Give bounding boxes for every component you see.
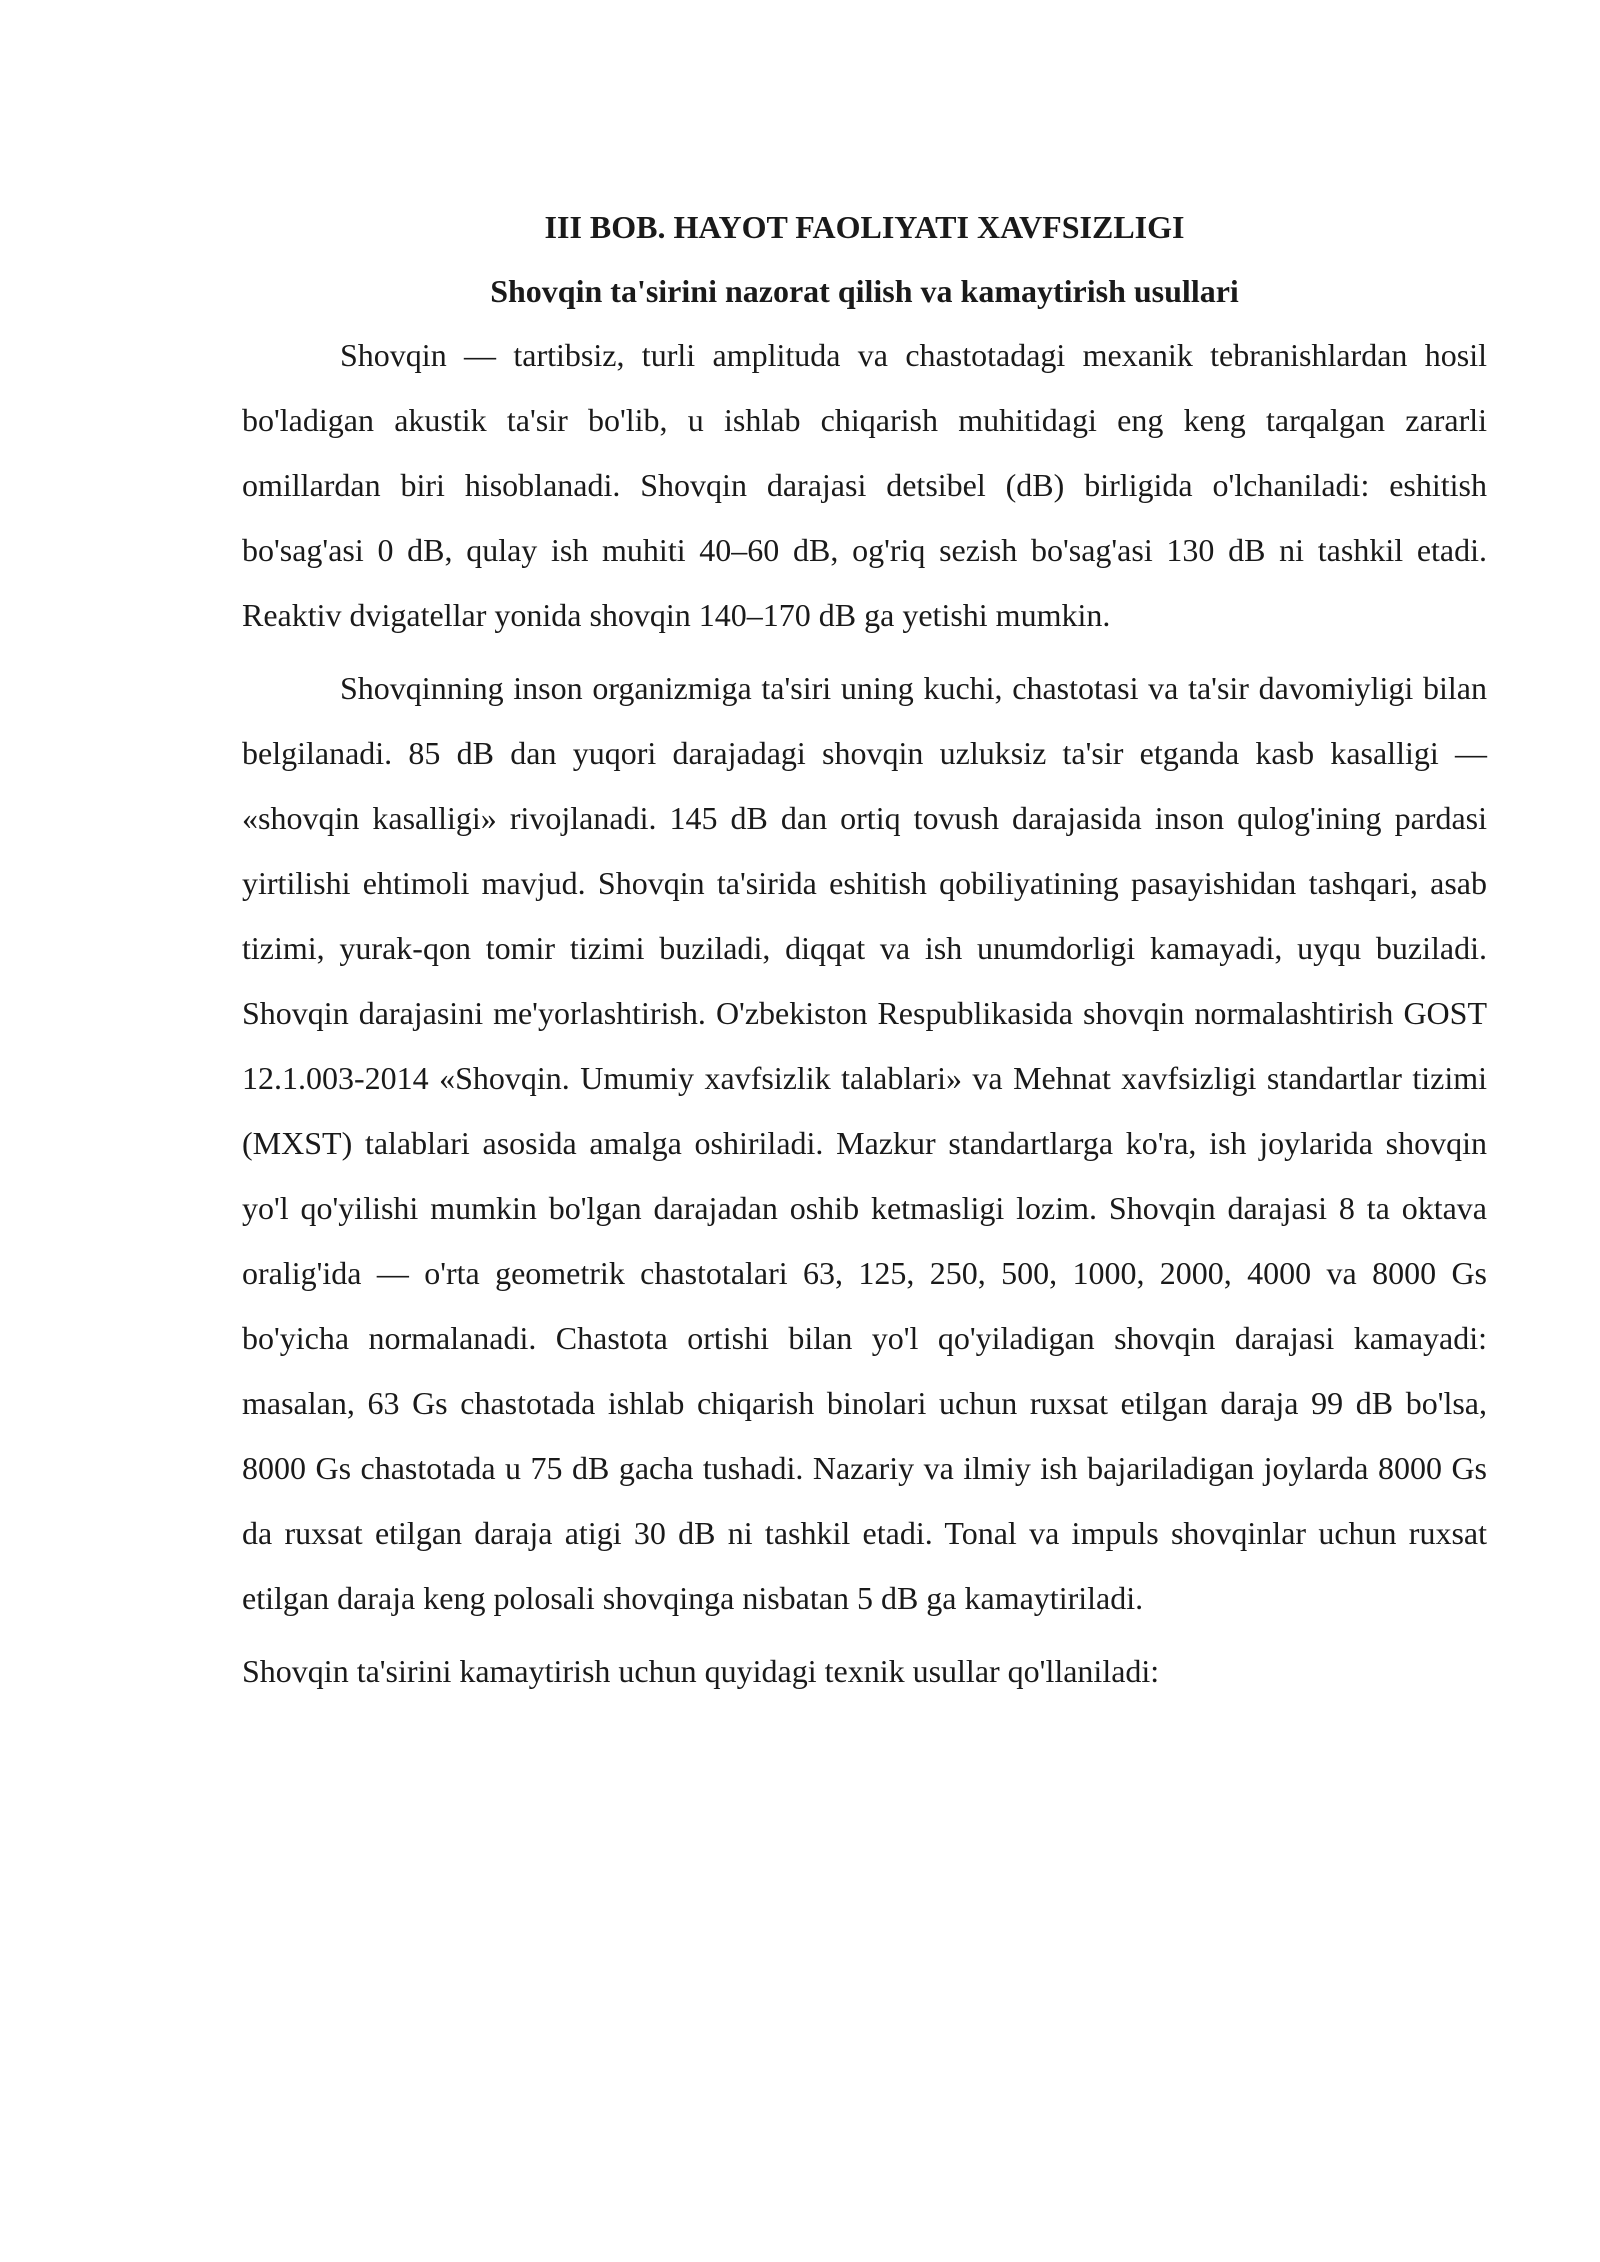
page-content	[242, 205, 1487, 1704]
section-title: Shovqin ta'sirini nazorat qilish va kamaytirish usullari	[490, 273, 1239, 309]
paragraph-noise-effects-and-norms: Shovqinning inson organizmiga ta'siri uning kuchi, chastotasi va ta'sir davomiyligi bilan belgilanadi. 85 dB dan yuqori darajadagi shovqin uzluksiz ta'sir etganda kasb kasalligi — «shovqin kasalligi» rivojlanadi. 145 dB dan ortiq tovush darajasida inson qulog'ining pardasi yirtilishi ehtimoli mavjud. Shovqin ta'sirida eshitish qobiliyatining pasayishidan tashqari, asab tizimi, yurak-qon tomir tizimi buziladi, diqqat va ish unumdorligi kamayadi, uyqu buziladi. Shovqin darajasini me'yorlashtirish. O'zbekiston Respublikasida shovqin normalashtirish GOST 12.1.003-2014 «Shovqin. Umumiy xavfsizlik talablari» va Mehnat xavfsizligi standartlar tizimi (MXST) talablari asosida amalga oshiriladi. Mazkur standartlarga ko'ra, ish joylarida shovqin yo'l qo'yilishi mumkin bo'lgan darajadan oshib ketmasligi lozim. Shovqin darajasi 8 ta oktava oralig'ida — o'rta geometrik chastotalari 63, 125, 250, 500, 1000, 2000, 4000 va 8000 Gs bo'yicha normalanadi. Chastota ortishi bilan yo'l qo'yiladigan shovqin darajasi kamayadi: masalan, 63 Gs chastotada ishlab chiqarish binolari uchun ruxsat etilgan daraja 99 dB bo'lsa, 8000 Gs chastotada u 75 dB gacha tushadi. Nazariy va ilmiy ish bajariladigan joylarda 8000 Gs da ruxsat etilgan daraja atigi 30 dB ni tashkil etadi. Tonal va impuls shovqinlar uchun ruxsat etilgan daraja keng polosali shovqinga nisbatan 5 dB ga kamaytiriladi.	[242, 670, 1487, 1616]
paragraph-reduction-methods-intro: Shovqin ta'sirini kamaytirish uchun quyidagi texnik usullar qo'llaniladi:	[242, 1653, 1160, 1689]
chapter-title: III BOB. HAYOT FAOLIYATI XAVFSIZLIGI	[544, 209, 1185, 245]
paragraph-noise-definition: Shovqin — tartibsiz, turli amplituda va chastotadagi mexanik tebranishlardan hosil bo'ladigan akustik ta'sir bo'lib, u ishlab chiqarish muhitidagi eng keng tarqalgan zararli omillardan biri hisoblanadi. Shovqin darajasi detsibel (dB) birligida o'lchaniladi: eshitish bo'sag'asi 0 dB, qulay ish muhiti 40–60 dB, og'riq sezish bo'sag'asi 130 dB ni tashkil etadi. Reaktiv dvigatellar yonida shovqin 140–170 dB ga yetishi mumkin.	[242, 337, 1487, 633]
